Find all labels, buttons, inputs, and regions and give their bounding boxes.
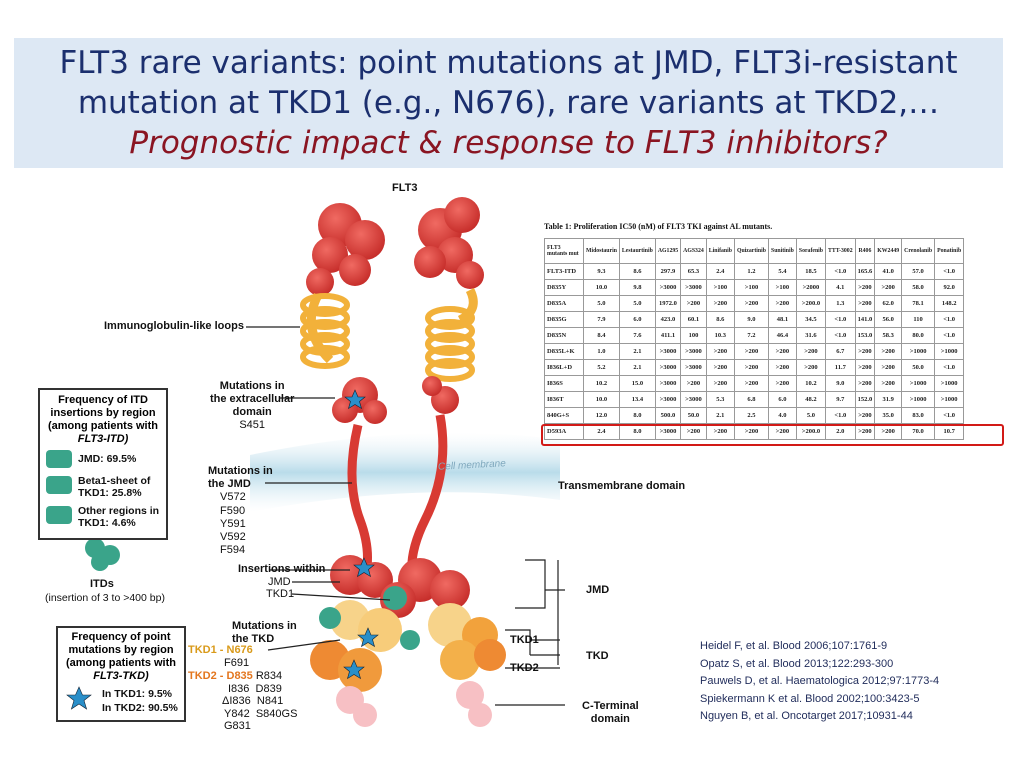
table-row (545, 312, 964, 328)
table-cell: 58.3 (875, 328, 902, 344)
ins-1: Insertions within (238, 563, 326, 575)
itds-label: ITDs (90, 578, 114, 590)
jmd-swatch (46, 450, 72, 468)
tkd2-m-3: I836 (228, 682, 250, 695)
table-cell: >3000 (655, 424, 680, 440)
itd-row-other (78, 505, 159, 529)
table-cell: >200 (681, 296, 707, 312)
itd-t-2: insertions by region (50, 407, 156, 419)
table-cell: 7.6 (619, 328, 655, 344)
table-cell: 2.1 (619, 344, 655, 360)
table-cell: >200 (734, 344, 768, 360)
table-cell: 165.6 (855, 264, 875, 280)
table-cell: >3000 (655, 360, 680, 376)
itd-t-4: FLT3-ITD) (77, 433, 129, 445)
table-cell: >200 (681, 376, 707, 392)
itd-o2: TKD1: 4.6% (78, 517, 136, 529)
tkd2-m-5: ΔI836 (222, 695, 251, 707)
highlight-row-box (541, 424, 1004, 446)
table-cell: <1.0 (935, 360, 964, 376)
pm-t-4: FLT3-TKD) (93, 670, 149, 682)
table-row (545, 296, 964, 312)
table-cell: >3000 (681, 344, 707, 360)
table-cell: 100 (681, 328, 707, 344)
table-cell: 148.2 (935, 296, 964, 312)
table-cell: >200 (768, 376, 796, 392)
table-cell: >200 (706, 376, 734, 392)
ins-3: TKD1 (266, 588, 295, 600)
table-header-cell: AG1295 (655, 239, 680, 264)
table-cell: 35.0 (875, 408, 902, 424)
table-cell: 80.0 (902, 328, 935, 344)
reference-4: Spiekermann K et al. Blood 2002;100:3423-5 (700, 692, 920, 705)
table-cell: >200 (875, 344, 902, 360)
table-cell: 83.0 (902, 408, 935, 424)
table-cell: >200 (875, 424, 902, 440)
title-line-2: mutation at TKD1 (e.g., N676), rare variants at TKD2,… (77, 85, 940, 121)
table-row (545, 344, 964, 360)
table-cell: >200 (681, 424, 707, 440)
tkd2-m-2: R834 (255, 670, 283, 682)
cell-membrane (250, 433, 560, 512)
ec-line-2: the extracellular (210, 393, 295, 405)
table-header-cell: AGS324 (681, 239, 707, 264)
table-cell: D593A (545, 424, 584, 440)
tkd2-region-label: TKD2 (510, 662, 539, 674)
table-cell: 5.0 (796, 408, 825, 424)
itds-sublabel: (insertion of 3 to >400 bp) (45, 592, 165, 604)
jmd-m-4: F590 (220, 504, 246, 517)
table-cell: 48.1 (768, 312, 796, 328)
itd-box-title (40, 394, 166, 446)
table-row (545, 280, 964, 296)
table-cell: 2.0 (826, 424, 856, 440)
table-cell: 6.0 (619, 312, 655, 328)
table-cell: 34.5 (796, 312, 825, 328)
table-cell: 1.3 (826, 296, 856, 312)
table-cell: <1.0 (935, 264, 964, 280)
table-cell: 6.0 (768, 392, 796, 408)
table-header-cell: Midostaurin (584, 239, 620, 264)
references (700, 638, 939, 726)
table-header-cell: Linifanib (706, 239, 734, 264)
table-cell: 110 (902, 312, 935, 328)
cell-membrane-label: Cell membrane (437, 458, 507, 473)
table-cell: >200 (734, 376, 768, 392)
table-cell: >3000 (655, 344, 680, 360)
table-cell: >200 (734, 360, 768, 376)
table-cell: >3000 (655, 280, 680, 296)
table-cell: >200 (796, 344, 825, 360)
table-cell: >200 (855, 408, 875, 424)
table-cell: >200 (855, 344, 875, 360)
tkd2-m-4: D839 (255, 682, 282, 695)
table-cell: 31.9 (875, 392, 902, 408)
table-header-cell: Lestaurtinib (619, 239, 655, 264)
other-swatch (46, 506, 72, 524)
tkd1-m-1: TKD1 - N676 (188, 644, 253, 656)
extracellular-mutations-label (210, 380, 294, 432)
table-cell: >200 (875, 280, 902, 296)
table-cell: <1.0 (826, 408, 856, 424)
table-cell: >200 (706, 344, 734, 360)
jmd-mutations-label (208, 465, 273, 557)
table-cell: 50.0 (681, 408, 707, 424)
table-cell: 46.4 (768, 328, 796, 344)
table-cell: 5.0 (619, 296, 655, 312)
table-cell: >200 (734, 296, 768, 312)
table-header-cell: Crenolanib (902, 239, 935, 264)
itd-b1: Beta1-sheet of (78, 475, 151, 487)
pm-box-title (58, 631, 184, 683)
ct-2: domain (590, 713, 630, 725)
reference-2: Opatz S, et al. Blood 2013;122:293-300 (700, 657, 894, 670)
table-cell: 423.0 (655, 312, 680, 328)
table-cell: FLT3-ITD (545, 264, 584, 280)
table-cell: 10.0 (584, 392, 620, 408)
star-icon (66, 686, 92, 712)
table-cell: >100 (706, 280, 734, 296)
table-header-cell: R406 (855, 239, 875, 264)
table-cell: 8.6 (706, 312, 734, 328)
table-cell: 5.0 (584, 296, 620, 312)
table-cell: 9.3 (584, 264, 620, 280)
table-cell: 1.0 (584, 344, 620, 360)
table-cell: >200 (706, 360, 734, 376)
table-cell: 18.5 (796, 264, 825, 280)
table-cell: >1000 (935, 376, 964, 392)
tkd2-m-6: N841 (256, 695, 284, 707)
table-cell: >3000 (681, 360, 707, 376)
table-cell: 5.2 (584, 360, 620, 376)
table-cell: 411.1 (655, 328, 680, 344)
table-cell: 2.5 (734, 408, 768, 424)
table-cell: >1000 (935, 392, 964, 408)
table-cell: >200 (875, 360, 902, 376)
table-cell: >200 (796, 360, 825, 376)
table-cell: >1000 (902, 344, 935, 360)
table-row (545, 264, 964, 280)
table-cell: 8.6 (619, 264, 655, 280)
table-caption: Table 1: Proliferation IC50 (nM) of FLT3 TKI against AL mutants. (544, 222, 773, 231)
table-cell: >200 (706, 296, 734, 312)
table-row (545, 376, 964, 392)
table-cell: <1.0 (826, 264, 856, 280)
table-header-cell: Sorafenib (796, 239, 825, 264)
table-cell: I836S (545, 376, 584, 392)
itd-row-jmd: JMD: 69.5% (78, 453, 137, 465)
table-row (545, 392, 964, 408)
table-cell: <1.0 (935, 312, 964, 328)
itd-t-1: Frequency of ITD (58, 394, 148, 406)
table-cell: 11.7 (826, 360, 856, 376)
table-row (545, 360, 964, 376)
table-cell: 2.4 (584, 424, 620, 440)
table-cell: 8.0 (619, 424, 655, 440)
table-cell: 141.0 (855, 312, 875, 328)
itd-o1: Other regions in (78, 505, 160, 517)
reference-1: Heidel F, et al. Blood 2006;107:1761-9 (700, 640, 888, 652)
table-cell: >100 (734, 280, 768, 296)
table-cell: 152.0 (855, 392, 875, 408)
table-cell: <1.0 (935, 328, 964, 344)
table-cell: >200 (875, 376, 902, 392)
jmd-m-5: Y591 (220, 517, 246, 530)
beta1-swatch (46, 476, 72, 494)
table-cell: >200 (734, 424, 768, 440)
table-cell: >200 (706, 424, 734, 440)
table-cell: >3000 (681, 392, 707, 408)
table-header-cell: KW2449 (875, 239, 902, 264)
tkd2-m-9: G831 (224, 720, 251, 732)
table-cell: >200 (855, 424, 875, 440)
table-cell: >3000 (681, 280, 707, 296)
table-cell: >1000 (935, 344, 964, 360)
table-cell: 62.0 (875, 296, 902, 312)
table-cell: 48.2 (796, 392, 825, 408)
jmd-m-1: Mutations in (208, 465, 273, 477)
ec-line-3: domain (232, 406, 272, 418)
table-header-row (545, 239, 964, 264)
extracellular-domain-left (306, 203, 385, 296)
ic50-table (544, 238, 964, 440)
table-cell: 4.1 (826, 280, 856, 296)
table-cell: 78.1 (902, 296, 935, 312)
ec-line-4: S451 (239, 419, 266, 431)
tkd-region-label: TKD (586, 650, 609, 662)
immunoglobulin-label: Immunoglobulin-like loops (104, 320, 244, 332)
pm-t-2: mutations by region (68, 644, 174, 656)
table-cell: 2.4 (706, 264, 734, 280)
table-cell: <1.0 (826, 312, 856, 328)
tkd2-m-7: Y842 (224, 707, 250, 720)
c-terminal-label (582, 700, 639, 726)
table-cell: >2000 (796, 280, 825, 296)
itd-frequency-box (38, 388, 168, 540)
table-cell: 9.0 (826, 376, 856, 392)
table-cell: >200 (855, 296, 875, 312)
table-header-cell: FLT3 mutants mut (545, 239, 584, 264)
pm-row-tkd1: In TKD1: 9.5% (102, 688, 173, 700)
table-cell: 9.7 (826, 392, 856, 408)
table-cell: 5.3 (706, 392, 734, 408)
table-cell: 5.4 (768, 264, 796, 280)
table-cell: >200 (855, 376, 875, 392)
tkd-mutations-label (210, 620, 297, 645)
table-row (545, 328, 964, 344)
table-cell: 13.4 (619, 392, 655, 408)
table-cell: 9.0 (734, 312, 768, 328)
table-cell: 10.7 (935, 424, 964, 440)
table-cell: D835Y (545, 280, 584, 296)
pm-t-3: (among patients with (66, 657, 176, 669)
table-cell: 65.3 (681, 264, 707, 280)
table-cell: I836L+D (545, 360, 584, 376)
tkd1-m-2: F691 (224, 657, 250, 669)
table-cell: >100 (768, 280, 796, 296)
jmd-m-2: the JMD (208, 478, 251, 491)
table-cell: 10.3 (706, 328, 734, 344)
jmd-region-label: JMD (586, 584, 610, 596)
transmembrane-label: Transmembrane domain (558, 480, 686, 492)
table-cell: 840G+S (545, 408, 584, 424)
table-cell: 10.0 (584, 280, 620, 296)
table-row (545, 408, 964, 424)
table-cell: >1000 (902, 376, 935, 392)
ec-line-1: Mutations in (219, 380, 285, 392)
table-cell: <1.0 (935, 408, 964, 424)
table-cell: 58.0 (902, 280, 935, 296)
tkd1-mutations (188, 644, 253, 670)
table-cell: 297.9 (655, 264, 680, 280)
table-cell: 8.0 (619, 408, 655, 424)
jmd-m-7: F594 (220, 544, 246, 557)
table-cell: 50.0 (902, 360, 935, 376)
table-cell: 6.7 (826, 344, 856, 360)
table-cell: D835G (545, 312, 584, 328)
table-cell: >1000 (902, 392, 935, 408)
title-line-3: Prognostic impact & response to FLT3 inhibitors? (129, 125, 888, 161)
table-header-cell: Sunitinib (768, 239, 796, 264)
ct-1: C-Terminal (582, 700, 639, 712)
table-cell: >200.0 (796, 296, 825, 312)
table-cell: D835L+K (545, 344, 584, 360)
table-cell: 56.0 (875, 312, 902, 328)
tkd2-m-8: S840GS (255, 707, 298, 720)
pm-t-1: Frequency of point (71, 631, 171, 643)
itd-row-beta1 (78, 475, 150, 499)
table-cell: >200 (768, 296, 796, 312)
table-cell: 70.0 (902, 424, 935, 440)
tkd2-m-1: TKD2 - D835 (188, 670, 253, 682)
table-cell: >200 (768, 344, 796, 360)
flt3-label: FLT3 (392, 182, 418, 194)
table-cell: >200 (768, 360, 796, 376)
table-cell: 1972.0 (655, 296, 680, 312)
jmd-m-6: V592 (220, 531, 246, 544)
table-cell: 4.0 (768, 408, 796, 424)
reference-5: Nguyen B, et al. Oncotarget 2017;10931-44 (700, 710, 913, 722)
tkd2-mutations (188, 670, 297, 733)
table-cell: 2.1 (619, 360, 655, 376)
table-cell: 10.2 (796, 376, 825, 392)
table-cell: 92.0 (935, 280, 964, 296)
extracellular-domain-right (414, 197, 484, 289)
table-cell: 15.0 (619, 376, 655, 392)
table-cell: >200 (855, 280, 875, 296)
table-cell: >3000 (655, 376, 680, 392)
table-cell: 8.4 (584, 328, 620, 344)
insertions-within-label (238, 563, 325, 601)
ins-2: JMD (268, 575, 291, 588)
table-cell: 2.1 (706, 408, 734, 424)
table-cell: 6.8 (734, 392, 768, 408)
table-cell: <1.0 (826, 328, 856, 344)
table-cell: 7.2 (734, 328, 768, 344)
tkd-t-2: the TKD (232, 632, 275, 645)
table-cell: 60.1 (681, 312, 707, 328)
tkd1-region-label: TKD1 (510, 634, 539, 646)
table-cell: >200 (855, 360, 875, 376)
table-cell: 9.8 (619, 280, 655, 296)
table-cell: 1.2 (734, 264, 768, 280)
table-cell: 31.6 (796, 328, 825, 344)
table-cell: >200 (768, 424, 796, 440)
reference-3: Pauwels D, et al. Haematologica 2012;97:1773-4 (700, 675, 940, 687)
table-cell: 153.0 (855, 328, 875, 344)
table-cell: 57.0 (902, 264, 935, 280)
table-cell: >200.0 (796, 424, 825, 440)
title-line-1: FLT3 rare variants: point mutations at JMD, FLT3i-resistant (59, 45, 958, 81)
table-cell: >3000 (655, 392, 680, 408)
jmd-m-3: V572 (220, 491, 246, 504)
table-cell: D835N (545, 328, 584, 344)
table-cell: 12.0 (584, 408, 620, 424)
itd-t-3: (among patients with (48, 420, 158, 432)
table-header-cell: Ponatinib (935, 239, 964, 264)
pm-row-tkd2: In TKD2: 90.5% (102, 702, 178, 714)
table-cell: 41.0 (875, 264, 902, 280)
table-cell: I836T (545, 392, 584, 408)
table-cell: D835A (545, 296, 584, 312)
point-mutation-frequency-box (56, 626, 186, 722)
table-cell: 500.0 (655, 408, 680, 424)
table-cell: 7.9 (584, 312, 620, 328)
itd-b2: TKD1: 25.8% (78, 487, 142, 499)
tkd-t-1: Mutations in (232, 620, 297, 632)
table-header-cell: TTT-3002 (826, 239, 856, 264)
table-cell: 10.2 (584, 376, 620, 392)
table-header-cell: Quizartinib (734, 239, 768, 264)
